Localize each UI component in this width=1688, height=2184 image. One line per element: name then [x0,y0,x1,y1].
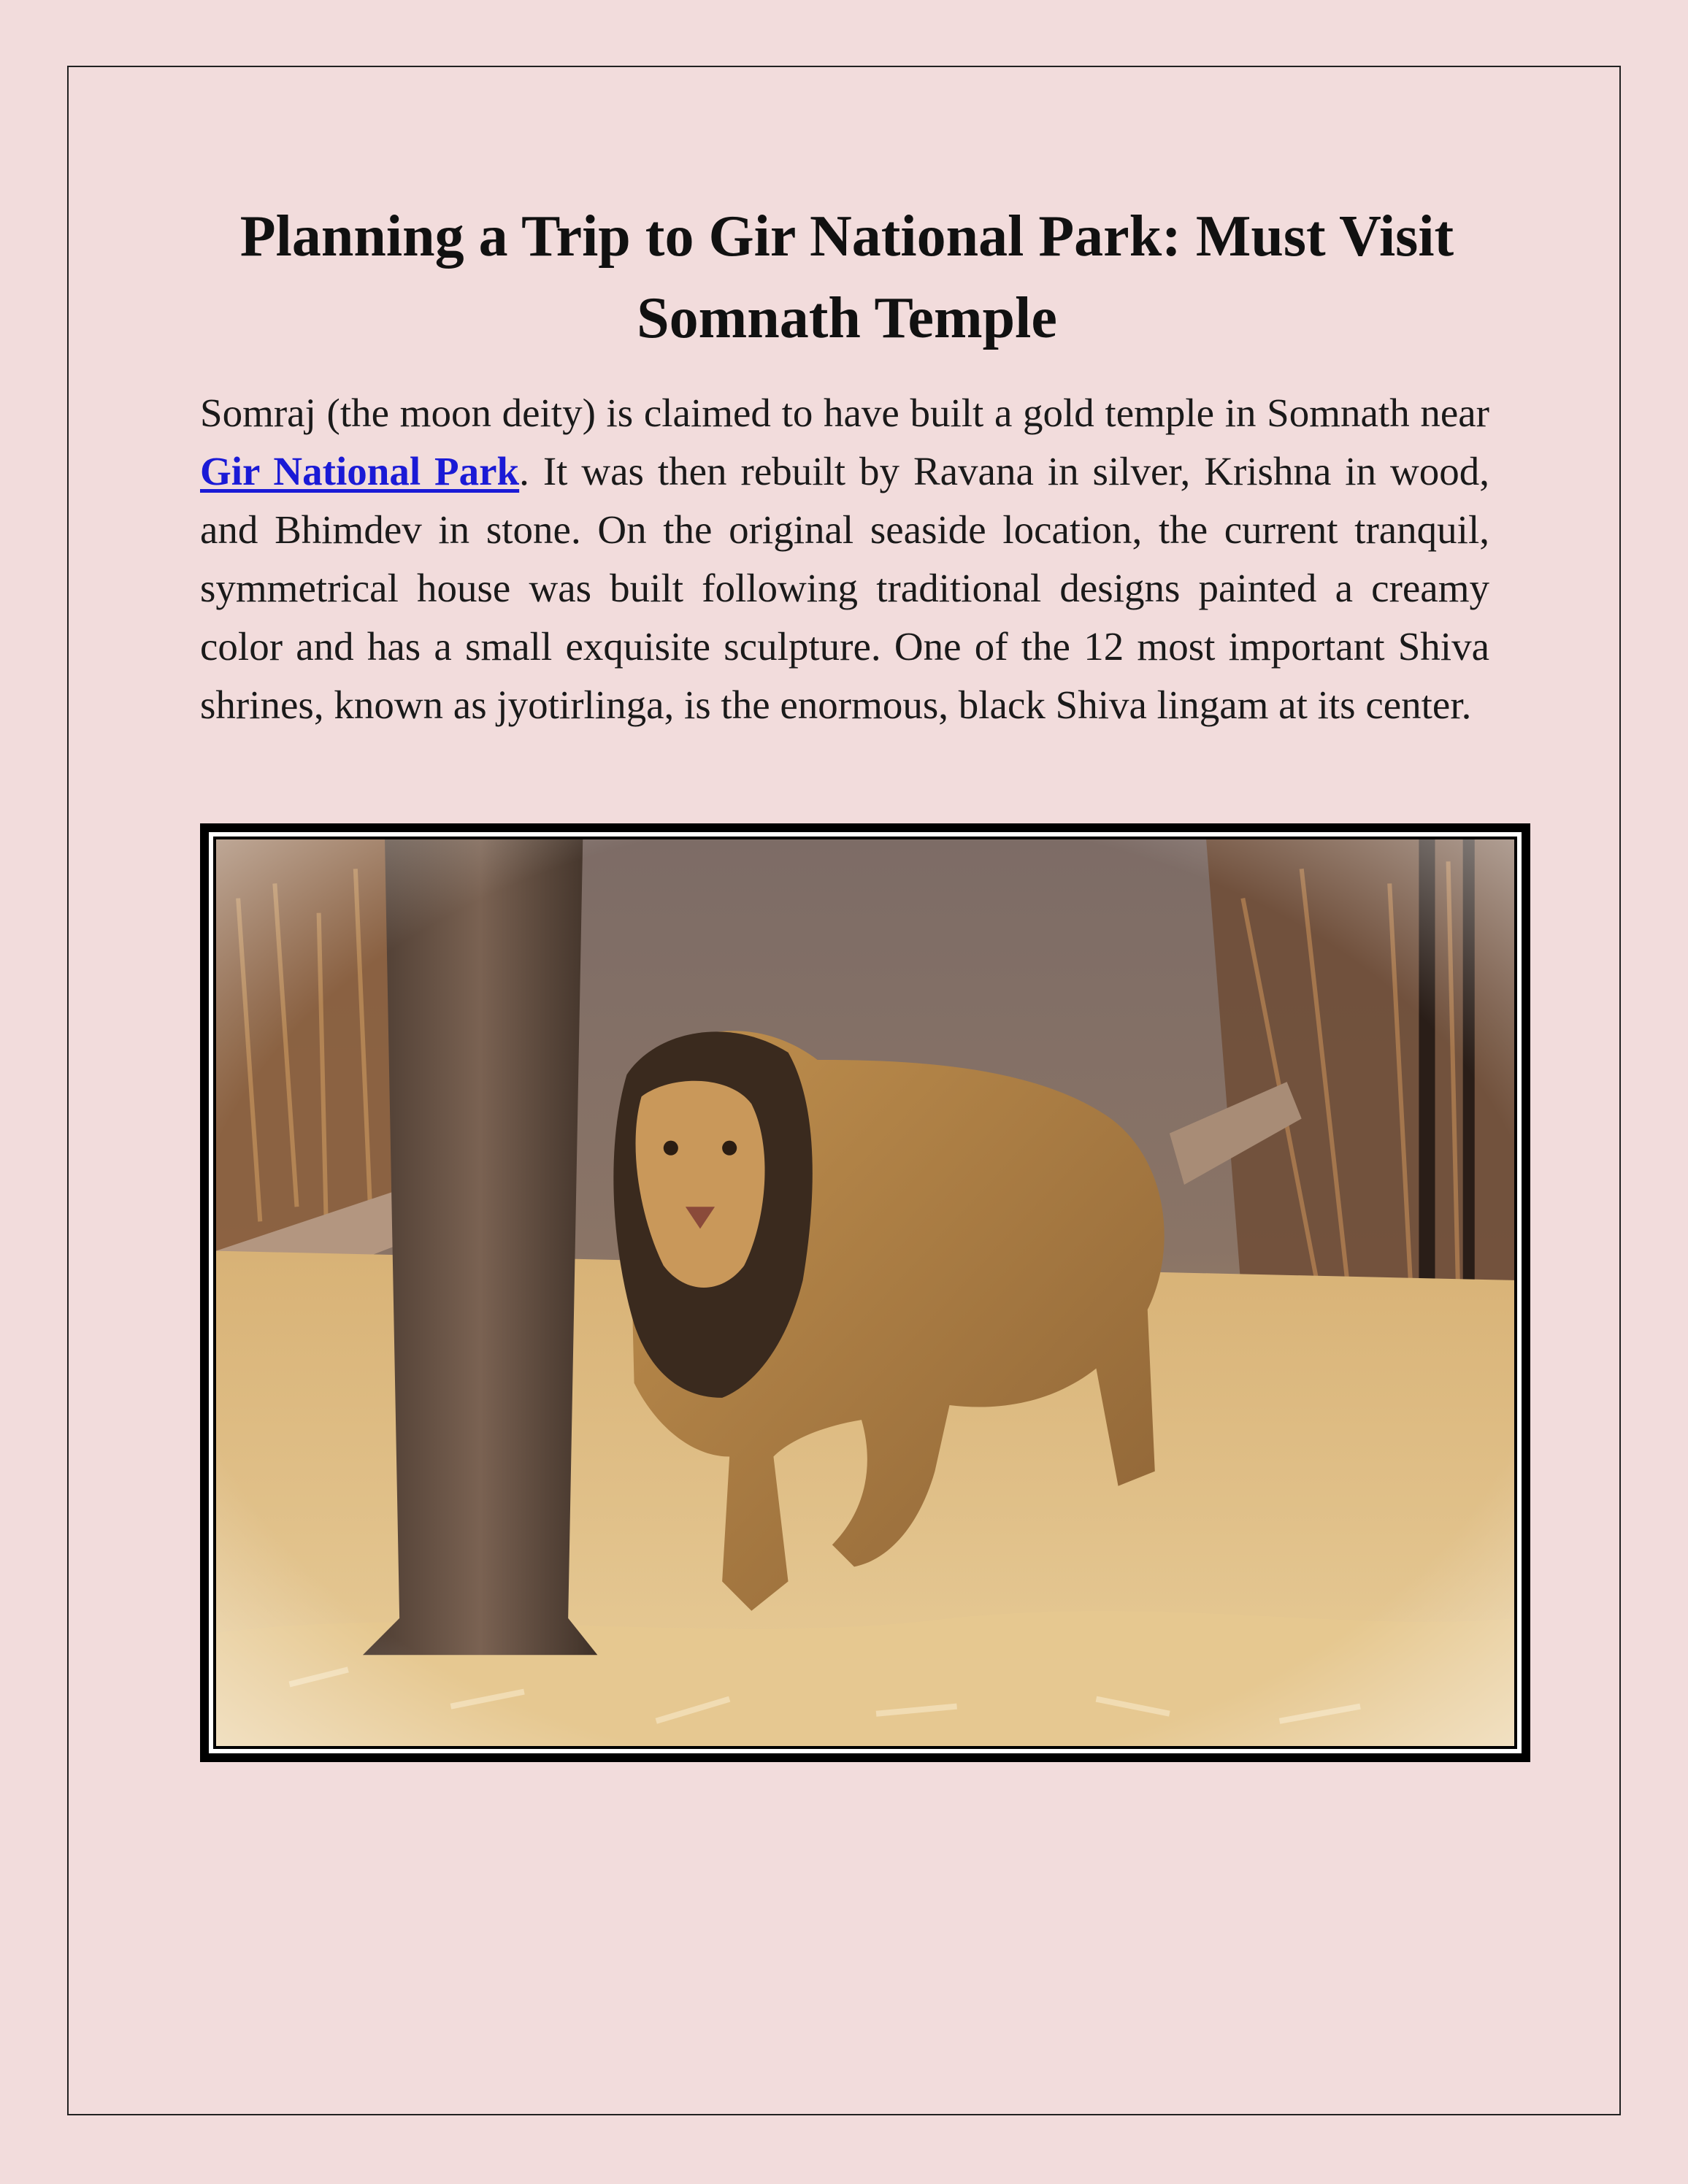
photo-frame [200,823,1530,1762]
page-title: Planning a Trip to Gir National Park: Must Visit Somnath Temple [239,204,1454,350]
lion-illustration [216,839,1514,1746]
gir-national-park-link[interactable]: Gir National Park [200,449,520,493]
paragraph-text-before-link: Somraj (the moon deity) is claimed to have built a gold temple in Somnath near [200,391,1489,435]
paragraph-text-after-link: . It was then rebuilt by Ravana in silver, Krishna in wood, and Bhimdev in stone. On the original seaside location, the current tranquil, symmetrical house was built following traditional designs painted a creamy color and has a small exquisite sculpture. One of the 12 most important Shiva shrines, known as jyotirlinga, is the enormous, black Shiva lingam at its center. [200,449,1489,727]
lion-photo [209,832,1522,1753]
body-paragraph [200,384,1489,734]
